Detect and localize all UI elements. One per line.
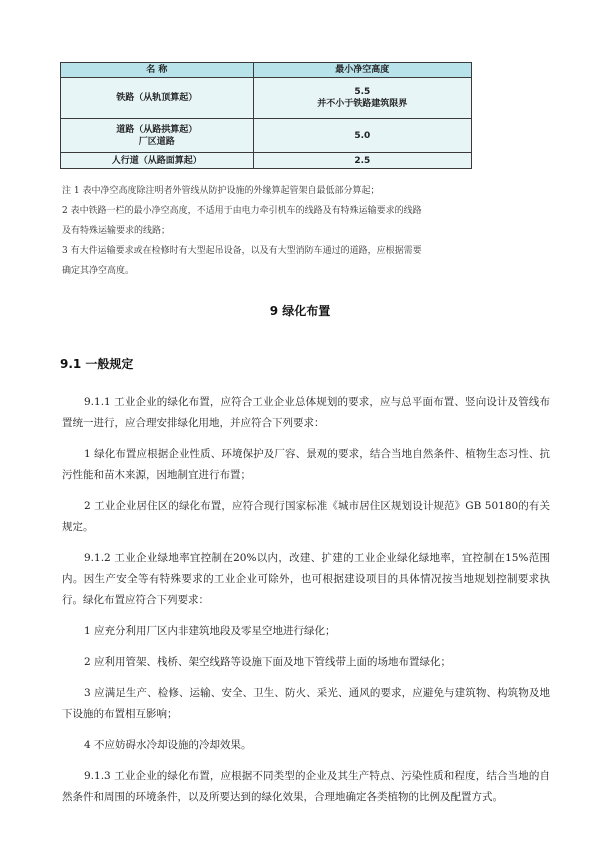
note-line: 3 有大件运输要求或在检修时有大型起吊设备，以及有大型消防车通过的道路，应根据需要 bbox=[62, 246, 422, 256]
cell-text: 5.5 bbox=[354, 87, 371, 97]
table-row bbox=[61, 153, 472, 169]
header-name: 名 称 bbox=[61, 63, 254, 78]
note-line: 2 表中铁路一栏的最小净空高度，不适用于由电力牵引机车的线路及有特殊运输要求的线路 bbox=[62, 206, 422, 216]
row-name-cell bbox=[61, 119, 254, 153]
cell-text: 2.5 bbox=[354, 155, 371, 166]
paragraph: 9.1.2 工业企业绿地率宜控制在20%以内，改建、扩建的工业企业绿化绿地率，宜控制在15%范围内。因生产安全等有特殊要求的工业企业可除外，也可根据建设项目的具体情况按当地规划控制要求执行。绿化布置应符合下列要求： bbox=[62, 552, 550, 606]
table-row bbox=[61, 78, 472, 119]
clearance-table bbox=[60, 62, 472, 169]
section-title: 9.1 一般规定 bbox=[60, 357, 134, 371]
note-line: 及有特殊运输要求的线路； bbox=[62, 226, 171, 236]
paragraph: 9.1.3 工业企业的绿化布置，应根据不同类型的企业及其生产特点、污染性质和程度，结合当地的自然条件和周围的环境条件，以及所要达到的绿化效果，合理地确定各类植物的比例及配置方式。 bbox=[62, 770, 550, 803]
paragraph: 1 应充分利用厂区内非建筑地段及零星空地进行绿化； bbox=[84, 625, 336, 637]
row-value-cell bbox=[253, 78, 471, 119]
body-text bbox=[62, 392, 550, 818]
cell-text: 厂区道路 bbox=[138, 136, 175, 147]
row-value-cell bbox=[253, 119, 471, 153]
note-line: 确定其净空高度。 bbox=[62, 266, 135, 276]
cell-text: 铁路（从轨顶算起） bbox=[116, 93, 198, 103]
cell-text: 人行道（从路面算起） bbox=[111, 155, 202, 166]
table-header-row bbox=[61, 63, 472, 78]
paragraph: 1 绿化布置应根据企业性质、环境保护及厂容、景观的要求，结合当地自然条件、植物生态习性、抗污性能和苗木来源，因地制宜进行布置； bbox=[62, 448, 550, 481]
cell-text: 道路（从路拱算起） bbox=[116, 124, 198, 135]
header-value: 最小净空高度 bbox=[253, 63, 471, 78]
paragraph: 3 应满足生产、检修、运输、安全、卫生、防火、采光、通风的要求，应避免与建筑物、构筑物及地下设施的布置相互影响； bbox=[62, 687, 550, 720]
cell-text: 并不小于铁路建筑限界 bbox=[317, 99, 408, 109]
row-value-cell bbox=[253, 153, 471, 169]
cell-text: 5.0 bbox=[354, 130, 371, 141]
row-name-cell bbox=[61, 78, 254, 119]
table-notes bbox=[62, 181, 552, 281]
paragraph: 4 不应妨碍水冷却设施的冷却效果。 bbox=[84, 739, 252, 751]
paragraph: 2 工业企业居住区的绿化布置，应符合现行国家标准《城市居住区规划设计规范》GB 50180的有关规定。 bbox=[62, 500, 550, 533]
row-name-cell bbox=[61, 153, 254, 169]
table-row bbox=[61, 119, 472, 153]
paragraph: 2 应利用管架、栈桥、架空线路等设施下面及地下管线带上面的场地布置绿化； bbox=[84, 656, 452, 668]
chapter-title: 9 绿化布置 bbox=[269, 304, 331, 318]
paragraph: 9.1.1 工业企业的绿化布置，应符合工业企业总体规划的要求，应与总平面布置、竖向设计及管线布置统一进行，应合理安排绿化用地，并应符合下列要求： bbox=[62, 396, 550, 429]
note-line: 注 1 表中净空高度除注明者外管线从防护设施的外缘算起管架自最低部分算起； bbox=[62, 186, 380, 196]
